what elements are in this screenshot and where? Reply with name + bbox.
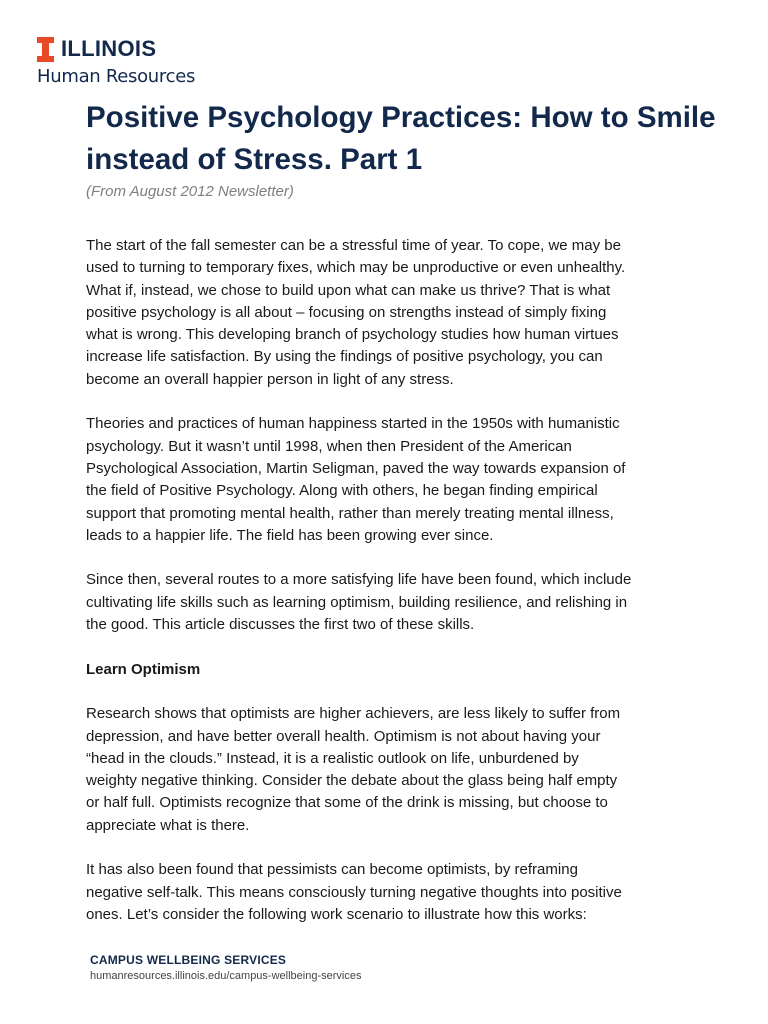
paragraph (86, 703, 686, 837)
text-line: increase life satisfaction. By using the findings of positive psychology, you can (86, 348, 603, 366)
text-line: Since then, several routes to a more satisfying life have been found, which include (86, 571, 632, 589)
page-title: Positive Psychology Practices: How to Smile instead of Stress. Part 1 (86, 101, 716, 176)
unit-name: Human Resources (37, 66, 196, 87)
paragraph (86, 859, 686, 926)
footer (90, 953, 361, 982)
text-line: used to turning to temporary fixes, which may be unproductive or even unhealthy. (86, 259, 626, 277)
text-line: ones. Let’s consider the following work scenario to illustrate how this works: (86, 905, 587, 923)
text-line: negative self-talk. This means consciously turning negative thoughts into positive (86, 883, 622, 901)
logo[interactable] (37, 36, 195, 62)
text-line: leads to a happier life. The field has been growing ever since. (86, 526, 494, 544)
text-line: depression, and have better overall health. Optimism is not about having your (86, 727, 601, 745)
text-line: Theories and practices of human happiness started in the 1950s with humanistic (86, 415, 620, 433)
paragraph (86, 413, 686, 547)
text-line: positive psychology is all about – focusing on strengths instead of simply fixing (86, 303, 607, 321)
subtitle: (From August 2012 Newsletter) (86, 183, 294, 200)
article-body (86, 235, 686, 949)
text-line: The start of the fall semester can be a stressful time of year. To cope, we may be (86, 237, 621, 254)
text-line: It has also been found that pessimists can become optimists, by reframing (86, 861, 578, 879)
text-line: or half full. Optimists recognize that some of the drink is missing, but choose to (86, 794, 608, 812)
text-line: what is wrong. This developing branch of psychology studies how human virtues (86, 326, 619, 344)
paragraph (86, 569, 686, 636)
text-line: Research shows that optimists are higher achievers, are less likely to suffer from (86, 705, 621, 723)
paragraph (86, 235, 686, 391)
text-line: appreciate what is there. (86, 816, 250, 834)
footer-title: CAMPUS WELLBEING SERVICES (90, 953, 287, 967)
text-line: cultivating life skills such as learning optimism, building resilience, and relishing in (86, 593, 628, 611)
footer-url-link[interactable]: humanresources.illinois.edu/campus-wellbeing-services (90, 970, 362, 982)
text-line: become an overall happier person in light of any stress. (86, 370, 454, 388)
text-line: the good. This article discusses the first two of these skills. (86, 616, 475, 634)
section-heading: Learn Optimism (86, 660, 201, 678)
text-line: psychology. But it wasn’t until 1998, when then President of the American (86, 437, 572, 455)
text-line: the field of Positive Psychology. Along with others, he began finding empirical (86, 482, 598, 500)
text-line: What if, instead, we chose to build upon what can make us thrive? That is what (86, 281, 611, 299)
wordmark: ILLINOIS (61, 36, 157, 61)
header (37, 36, 195, 87)
text-line: weighty negative thinking. Consider the debate about the glass being half empty (86, 772, 618, 790)
block-i-icon (37, 37, 54, 62)
text-line: “head in the clouds.” Instead, it is a realistic outlook on life, unburdened by (86, 749, 579, 767)
text-line: support that promoting mental health, rather than merely treating mental illness, (86, 504, 614, 522)
text-line: Psychological Association, Martin Seligman, paved the way towards expansion of (86, 459, 626, 477)
